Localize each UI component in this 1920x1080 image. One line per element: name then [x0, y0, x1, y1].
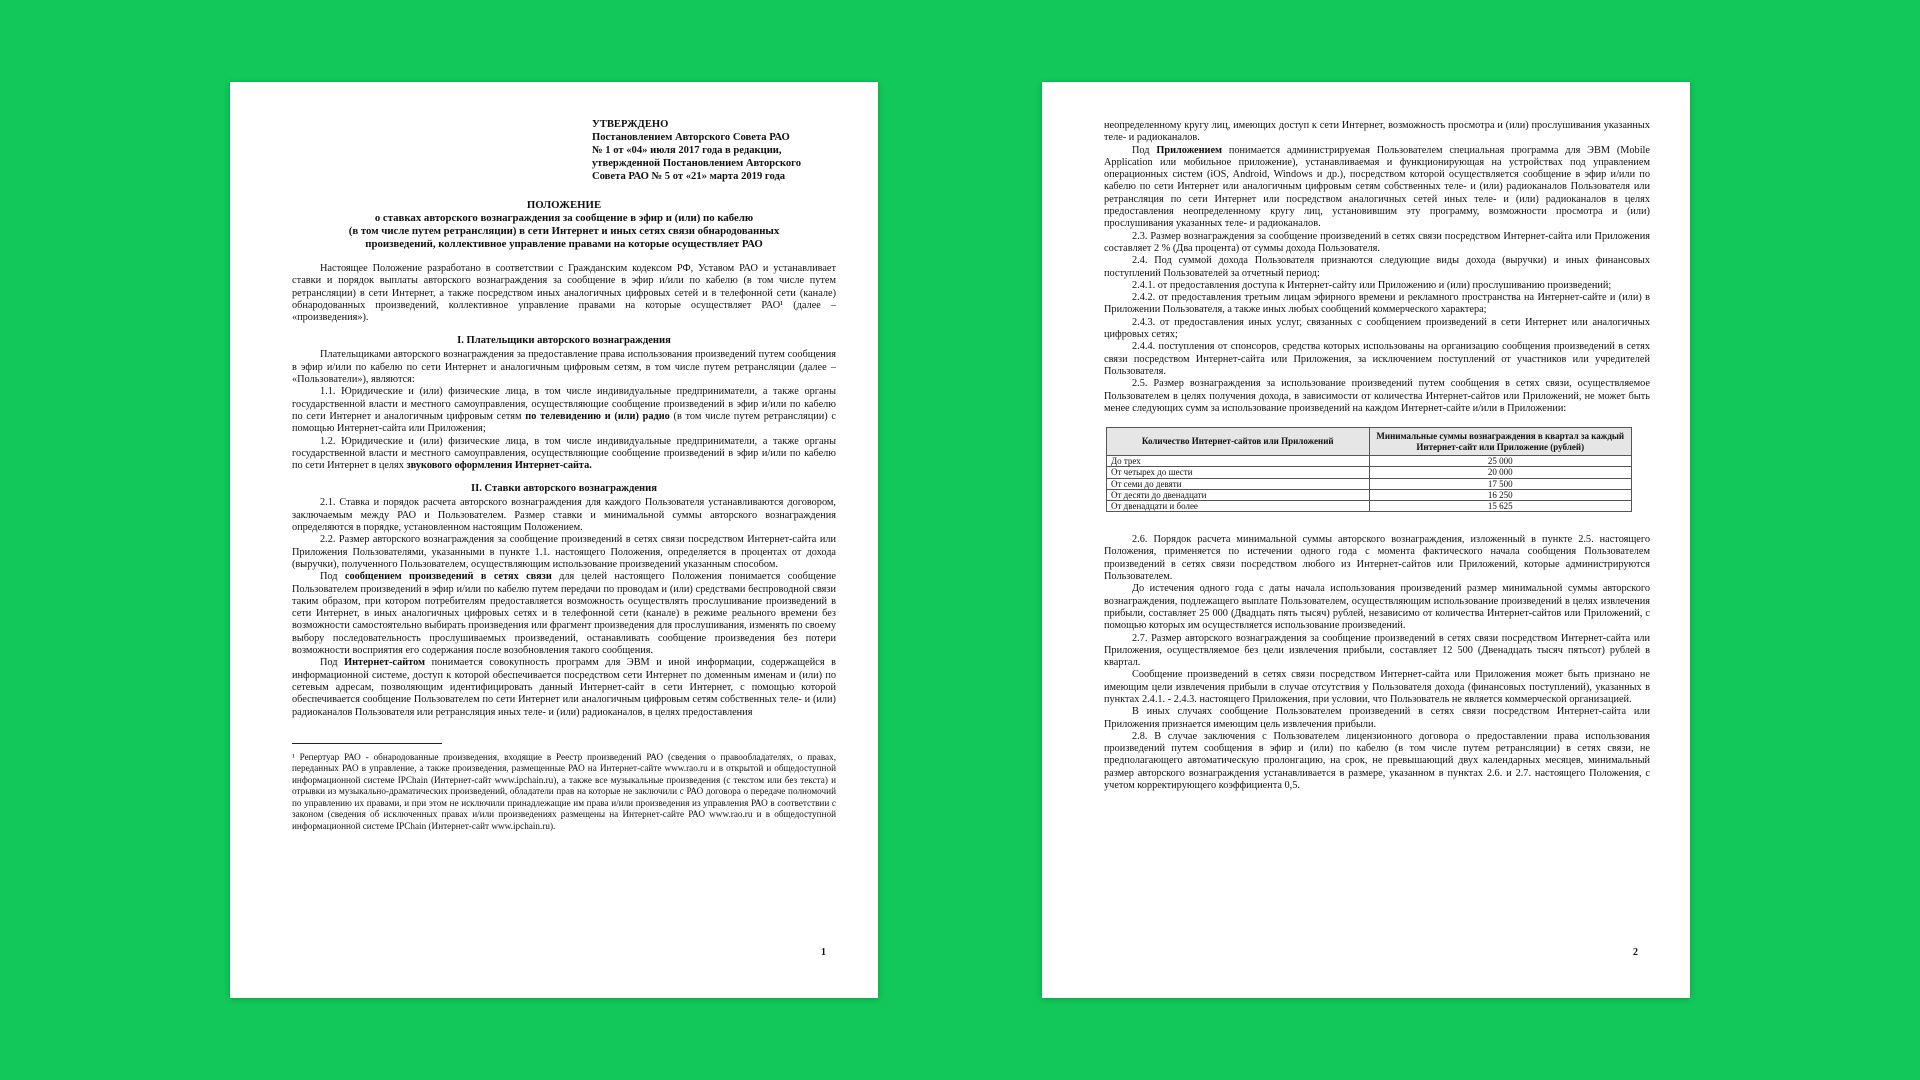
paragraph	[292, 436, 836, 473]
document-page-1	[230, 82, 878, 998]
table-header-cell: Минимальные суммы вознаграждения в квартал за каждый Интернет-сайт или Приложение (рублей)	[1369, 428, 1632, 456]
paragraph: 2.6. Порядок расчета минимальной суммы авторского вознаграждения, изложенный в пункте 2.5. настоящего Положения, применяется по истечении одного года с момента фактического начала сообщения Пользователем произведений в сетях связи посредством любого из Интернет-сайтов или Приложений, которые администрируются Пользователем.	[1104, 534, 1650, 583]
paragraph: 2.1. Ставка и порядок расчета авторского вознаграждения для каждого Пользователя устанавливаются договором, заключаемым между РАО и Пользователем. Размер ставки и минимальной суммы авторского вознаграждения определяются в порядке, установленном настоящим Положением.	[292, 497, 836, 534]
document-title	[292, 199, 836, 251]
bold-text: по телевидению и (или) радио	[525, 410, 670, 422]
table-cell: 17 500	[1369, 478, 1632, 489]
approval-line: № 1 от «04» июля 2017 года в редакции,	[592, 145, 782, 156]
paragraph: 2.7. Размер авторского вознаграждения за сообщение произведений в сетях связи посредством Интернет-сайта или Приложения, осуществляемое без цели извлечения прибыли, составляет 12 500 (Двенадцать тысяч пятьсот) рублей в квартал.	[1104, 632, 1650, 669]
paragraph: 2.5. Размер вознаграждения за использование произведений путем сообщения в сетях связи, осуществляемое Пользователем в целях получения дохода, в зависимости от количества Интернет-сайтов или Приложений, не может быть менее следующих сумм за использование произведений на каждом Интернет-сайте и/или в Приложении:	[1104, 378, 1650, 414]
table-row	[1107, 478, 1632, 489]
approval-line: Совета РАО № 5 от «21» марта 2019 года	[592, 171, 786, 182]
text-run: (в том числе путем ретрансляции) с помощью Интернет-сайта или Приложения;	[292, 410, 836, 435]
section-heading-1: I. Плательщики авторского вознаграждения	[457, 335, 671, 347]
table-cell: 16 250	[1369, 489, 1632, 500]
text-run: Под	[320, 571, 345, 583]
section-heading-2: II. Ставки авторского вознаграждения	[470, 483, 657, 495]
table-cell: 20 000	[1369, 467, 1632, 478]
table-cell: От двенадцати и более	[1107, 500, 1370, 511]
paragraph	[292, 571, 836, 657]
table-cell: До трех	[1107, 456, 1370, 467]
approval-line: Постановлением Авторского Совета РАО	[592, 132, 790, 143]
title-line: ПОЛОЖЕНИЕ	[526, 199, 602, 211]
approval-line: утвержденной Постановлением Авторского	[592, 158, 801, 169]
paragraph: 2.4. Под суммой дохода Пользователя признаются следующие виды дохода (выручки) и иных финансовых поступлений Пользователей за отчетный период:	[1104, 255, 1650, 279]
table-cell: От четырех до шести	[1107, 467, 1370, 478]
title-line: (в том числе путем ретрансляции) в сети Интернет и иных сетях связи обнародованных	[348, 225, 780, 237]
footnote: ¹ Репертуар РАО - обнародованные произведения, входящие в Реестр произведений РАО (сведения о правообладателях, о правах, переданных РАО в управление, а также произведения, размещенные РАО на Интернет-сайте www.rao.ru и в открытой и общедоступной информационной системе IPChain (Интернет-сайт www.ipchain.ru), а также все музыкальные произведения (с текстом или без текста) и отрывки из музыкально-драматических произведений, обладатели прав на которые не заключили с РАО договора о передаче полномочий по управлению их правами, и при этом не исключили принадлежащие им права и/или произведения из управления РАО в соответствии с законом (сведения об исключенных правах и/или произведениях размещены на Интернет-сайте РАО www.rao.ru и в общедоступной информационной системе IPChain (Интернет-сайт www.ipchain.ru).	[292, 751, 836, 831]
footnote-divider	[292, 743, 442, 744]
page-number: 2	[1633, 947, 1638, 958]
paragraph: До истечения одного года с даты начала использования произведений размер минимальной суммы авторского вознаграждения, подлежащего выплате Пользователем, осуществляющим использование произведений в целях извлечения прибыли, составляет 25 000 (Двадцать пять тысяч) рублей, независимо от количества Интернет-сайтов или Приложений, с помощью которых им осуществляется использование произведений.	[1104, 583, 1650, 632]
approval-block	[592, 118, 836, 183]
table-row	[1107, 456, 1632, 467]
table-header-row	[1107, 428, 1632, 456]
text-run: понимается администрируемая Пользователем специальная программа для ЭВМ (Mobile Application или мобильное приложение), устанавливаемая и функционирующая на устройствах под управлением операционных систем (iOS, Android, Windows и др.), посредством которой осуществляется сообщение в эфир и/или по кабелю по сети Интернет или аналогичным цифровым сетям собственных теле- и (или) радиоканалов Пользователя или ретрансляция по сети Интернет или посредством аналогичных сетей иных теле- и (или) радиоканалов в целях предоставления неопределенному кругу лиц, установившим эту программу, возможности просмотра и (или) прослушивания указанных теле- и радиоканалов.	[1104, 144, 1650, 230]
rates-table	[1106, 427, 1632, 512]
table-cell: От десяти до двенадцати	[1107, 489, 1370, 500]
paragraph: 2.8. В случае заключения с Пользователем лицензионного договора о предоставлении права использования произведений путем сообщения в эфир и (или) по кабелю (в том числе путем ретрансляции) в сетях связи, не предполагающего автоматическую пролонгацию, на срок, не превышающий двух календарных месяцев, минимальный размер авторского вознаграждения устанавливается в размере, указанном в пунктах 2.6. и 2.7. настоящего Положения, с учетом корректирующего коэффициента 0,5.	[1104, 730, 1650, 792]
table-cell: От семи до девяти	[1107, 478, 1370, 489]
bold-text: Интернет-сайтом	[344, 657, 426, 669]
paragraph: 2.2. Размер авторского вознаграждения за сообщение произведений в сетях связи посредством Интернет-сайта или Приложения Пользователями, указанными в пункте 1.1. настоящего Положения, определяется в процентах от дохода (выручки), полученного Пользователем, осуществляющим использование произведений указанным способом.	[292, 534, 836, 570]
table-cell: 15 625	[1369, 500, 1632, 511]
bold-text: сообщением произведений в сетях связи	[344, 571, 552, 583]
text-run: понимается совокупность программ для ЭВМ и иной информации, содержащейся в информационной системе, доступ к которой обеспечивается посредством сети Интернет по доменным именам и (или) по сетевым адресам, позволяющим идентифицировать данный Интернет-сайт в сети Интернет, с помощью которой обеспечивается сообщение Пользователем по сети Интернет или аналогичным цифровым сетям собственных теле- и (или) радиоканалов Пользователя или ретрансляция иных теле- и (или) радиоканалов, в целях предоставления	[292, 657, 836, 718]
paragraph: 2.4.4. поступления от спонсоров, средства которых использованы на организацию сообщения произведений в сетях связи посредством Интернет-сайта или Приложения, за исключением поступлений от участников или учредителей Пользователя.	[1104, 341, 1650, 377]
text-run: Под	[320, 657, 345, 669]
title-line: произведений, коллективное управление правами на которые осуществляет РАО	[365, 238, 763, 250]
title-line: о ставках авторского вознаграждения за сообщение в эфир и (или) по кабелю	[374, 212, 754, 224]
paragraph: В иных случаях сообщение Пользователем произведений в сетях связи посредством Интернет-сайта или Приложения признается имеющим цель извлечения прибыли.	[1104, 706, 1650, 730]
paragraph: Плательщиками авторского вознаграждения за предоставление права использования произведений путем сообщения в эфир и/или по кабелю по сети Интернет и аналогичным цифровым сетям, в том числе путем ретрансляции (далее – «Пользователи»), являются:	[292, 349, 836, 386]
paragraph: 2.4.3. от предоставления иных услуг, связанных с сообщением произведений в сети Интернет или аналогичных цифровых сетях;	[1104, 316, 1650, 341]
document-page-2	[1042, 82, 1690, 998]
table-row	[1107, 489, 1632, 500]
approval-line: УТВЕРЖДЕНО	[592, 119, 669, 130]
paragraph: неопределенному кругу лиц, имеющих доступ к сети Интернет, возможность просмотра и (или) прослушивания указанных теле- и радиоканалов.	[1104, 120, 1650, 144]
paragraph	[1104, 145, 1650, 231]
text-run: Под	[1132, 144, 1157, 156]
table-cell: 25 000	[1369, 456, 1632, 467]
paragraph: 2.3. Размер вознаграждения за сообщение произведений в сетях связи посредством Интернет-сайта или Приложения составляет 2 % (Два процента) от суммы дохода Пользователя.	[1104, 230, 1650, 254]
text-run: 1.1. Юридические и (или) физические лица, в том числе индивидуальные предприниматели, а также органы государственной власти и местного самоуправления, осуществляющие сообщение произведений в эфир и/или по кабелю по сети Интернет и аналогичным цифровым сетям	[292, 386, 836, 422]
paragraph	[292, 386, 836, 435]
bold-text: Приложением	[1156, 144, 1223, 156]
intro-paragraph: Настоящее Положение разработано в соответствии с Гражданским кодексом РФ, Уставом РАО и устанавливает ставки и порядок выплаты авторского вознаграждения за сообщение в эфир и/или по кабелю (в том числе путем ретрансляции) в сети Интернет, а также посредством иных аналогичных цифровых сетей и в телефонной сети (канале) обнародованных произведений, коллективное управление правами на которые осуществляет РАО¹ (далее – «произведения»).	[292, 263, 836, 324]
bold-text: звукового оформления Интернет-сайта.	[406, 460, 592, 472]
table-row	[1107, 500, 1632, 511]
text-run: 1.2. Юридические и (или) физические лица, в том числе индивидуальные предприниматели, а также органы государственной власти и местного самоуправления, осуществляющие сообщение произведений в эфир и/или по кабелю по сети Интернет в целях	[292, 435, 836, 472]
paragraph: 2.4.1. от предоставления доступа к Интернет-сайту или Приложению и (или) прослушиванию произведений;	[1132, 279, 1612, 291]
table-row	[1107, 467, 1632, 478]
page-number: 1	[821, 947, 826, 958]
table-header-cell: Количество Интернет-сайтов или Приложений	[1107, 428, 1370, 456]
text-run: для целей настоящего Положения понимается сообщение Пользователем произведений в эфир и/или по кабелю путем передачи по проводам и (или) средствами беспроводной связи таким образом, при котором потребителям предоставляется возможность осуществлять прослушивание произведений в сети Интернет, в иных аналогичных цифровых сетях и в телефонной сети (канале) в режиме реального времени без возможности самостоятельно выбирать произведения или фрагмент произведения для прослушивания, изменять по своему выбору последовательность прослушиваемых произведений, останавливать сообщение произведения без потери возможности восприятия его содержания после возобновления такого сообщения.	[292, 571, 836, 657]
paragraph	[292, 657, 836, 718]
paragraph: 2.4.2. от предоставления третьим лицам эфирного времени и рекламного пространства на Интернет-сайте и (или) в Приложении Пользователя, а также иных любых сообщений коммерческого характера;	[1104, 292, 1650, 316]
paragraph: Сообщение произведений в сетях связи посредством Интернет-сайта или Приложения может быть признано не имеющим цели извлечения прибыли в случае отсутствия у Пользователя дохода (финансовых поступлений), указанных в пунктах 2.4.1. - 2.4.3. настоящего Приложения, при условии, что Пользователь не является коммерческой организацией.	[1104, 669, 1650, 705]
